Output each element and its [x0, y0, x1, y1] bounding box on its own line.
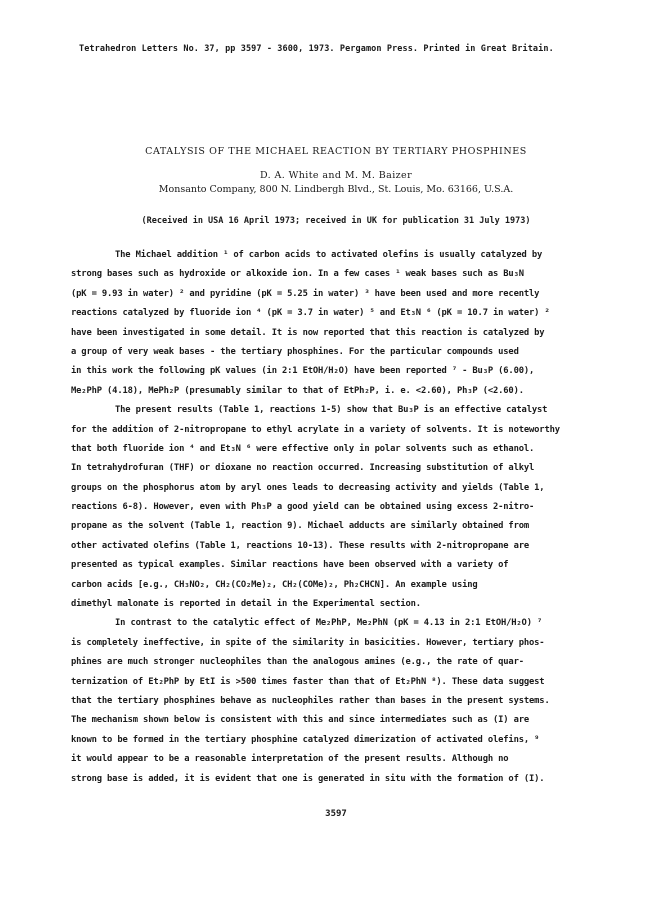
page-number: 3597	[325, 809, 347, 819]
text-line: reactions 6-8). However, even with Ph₃P a good yield can be obtained using excess 2-nitro-	[71, 502, 535, 513]
text-line: strong bases such as hydroxide or alkoxide ion. In a few cases ¹ weak bases such as Bu₃N	[71, 269, 524, 280]
text-line: The mechanism shown below is consistent with this and since intermediates such as (I) are	[71, 715, 530, 726]
authors: D. A. White and M. M. Baizer	[259, 170, 413, 181]
text-line: groups on the phosphorus atom by aryl ones leads to decreasing activity and yields (Table 1,	[71, 482, 545, 493]
text-line: that both fluoride ion ⁴ and Et₃N ⁶ were effective only in polar solvents such as ethanol.	[71, 443, 535, 454]
text-line: for the addition of 2-nitropropane to ethyl acrylate in a variety of solvents. It is noteworthy	[71, 424, 560, 435]
text-line: in this work the following pK values (in 2:1 EtOH/H₂O) have been reported ⁷ - Bu₃P (6.00),	[71, 366, 535, 377]
text-line: a group of very weak bases - the tertiary phosphines. For the particular compounds used	[71, 346, 519, 357]
text-line: strong base is added, it is evident that one is generated in situ with the formation of (I).	[71, 773, 545, 784]
text-line: (pK = 9.93 in water) ² and pyridine (pK = 5.25 in water) ³ have been used and more recently	[71, 288, 540, 299]
affiliation: Monsanto Company, 800 N. Lindbergh Blvd., St. Louis, Mo. 63166, U.S.A.	[158, 184, 514, 195]
received-dates: (Received in USA 16 April 1973; received in UK for publication 31 July 1973)	[141, 216, 531, 226]
text-line: other activated olefins (Table 1, reactions 10-13). These results with 2-nitropropane are	[71, 540, 530, 551]
text-line: In contrast to the catalytic effect of Me₂PhP, Me₂PhN (pK = 4.13 in 2:1 EtOH/H₂O) ⁷	[115, 618, 543, 629]
journal-header: Tetrahedron Letters No. 37, pp 3597 - 3600, 1973. Pergamon Press. Printed in Great Britain.	[79, 44, 554, 54]
text-line: phines are much stronger nucleophiles than the analogous amines (e.g., the rate of quar-	[71, 657, 524, 668]
text-line: it would appear to be a reasonable interpretation of the present results. Although no	[71, 754, 509, 765]
text-line: is completely ineffective, in spite of the similarity in basicities. However, tertiary phos-	[71, 637, 545, 648]
text-line: reactions catalyzed by fluoride ion ⁴ (pK = 3.7 in water) ⁵ and Et₃N ⁶ (pK = 10.7 in water) ²	[71, 308, 550, 319]
text-line: presented as typical examples. Similar reactions have been observed with a variety of	[71, 560, 509, 571]
text-line: propane as the solvent (Table 1, reaction 9). Michael adducts are similarly obtained from	[71, 521, 530, 532]
text-line: carbon acids [e.g., CH₃NO₂, CH₂(CO₂Me)₂, CH₂(COMe)₂, Ph₂CHCN]. An example using	[71, 579, 478, 590]
text-line: have been investigated in some detail. It is now reported that this reaction is catalyzed by	[71, 327, 545, 338]
text-line: Me₂PhP (4.18), MePh₂P (presumably similar to that of EtPh₂P, i. e. <2.60), Ph₃P (<2.60).	[71, 385, 524, 396]
text-line: The Michael addition ¹ of carbon acids to activated olefins is usually catalyzed by	[115, 250, 543, 260]
text-line: that the tertiary phosphines behave as nucleophiles rather than bases in the present systems.	[71, 695, 550, 706]
text-line: ternization of Et₂PhP by EtI is >500 times faster than that of Et₂PhN ⁸). These data suggest	[71, 676, 545, 687]
body-text	[71, 246, 601, 789]
paper-title: CATALYSIS OF THE MICHAEL REACTION BY TERTIARY PHOSPHINES	[145, 146, 527, 157]
text-line: In tetrahydrofuran (THF) or dioxane no reaction occurred. Increasing substitution of alkyl	[71, 463, 535, 474]
text-line: dimethyl malonate is reported in detail in the Experimental section.	[71, 599, 421, 610]
text-line: known to be formed in the tertiary phosphine catalyzed dimerization of activated olefins, ⁹	[71, 734, 540, 745]
text-line: The present results (Table 1, reactions 1-5) show that Bu₃P is an effective catalyst	[115, 405, 548, 416]
